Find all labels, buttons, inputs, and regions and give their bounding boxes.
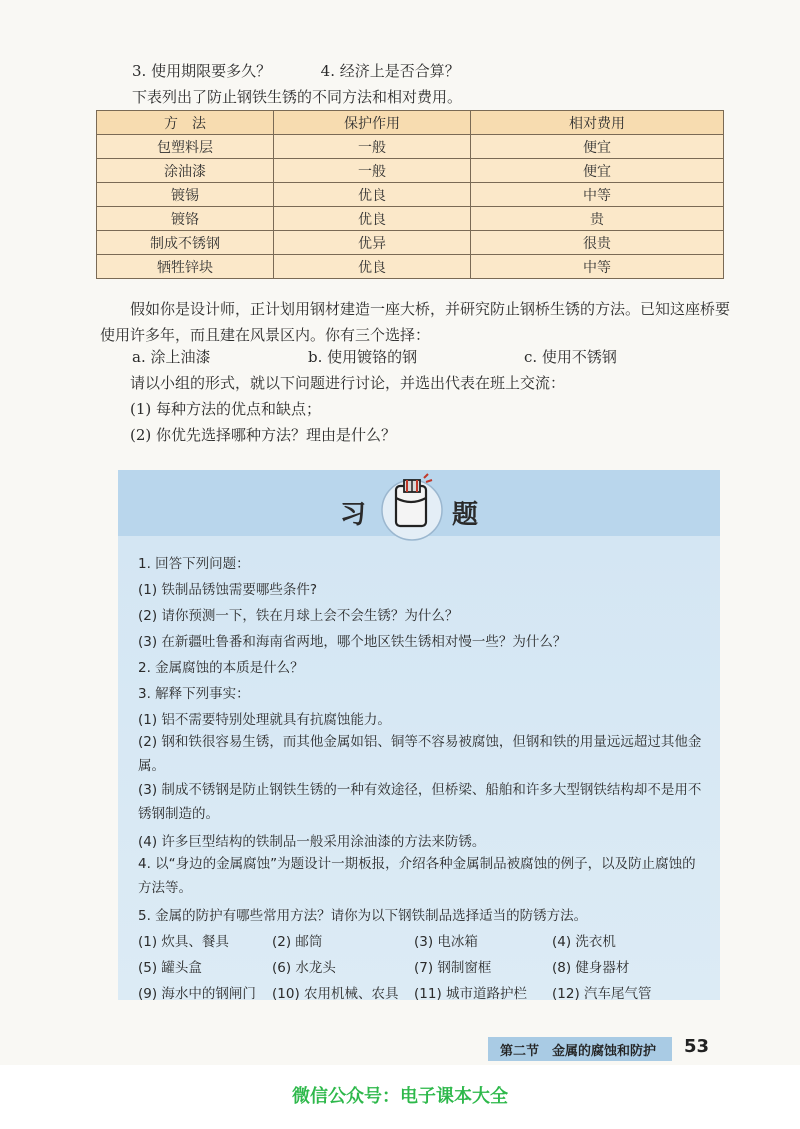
- table-row: [97, 183, 724, 207]
- header-cost: 相对费用: [471, 111, 724, 135]
- product-item: (4) 洗衣机: [552, 934, 616, 950]
- cell-protection: 优良: [274, 207, 471, 231]
- exercise-1-2: (2) 请你预测一下，铁在月球上会不会生锈？为什么？: [138, 608, 459, 624]
- product-item: (10) 农用机械、农具: [272, 986, 399, 1002]
- product-item: (7) 钢制窗框: [414, 960, 492, 976]
- product-item: (5) 罐头盒: [138, 960, 202, 976]
- choice-c: c. 使用不锈钢: [524, 348, 617, 366]
- cell-method: 牺牲锌块: [97, 255, 274, 279]
- page-number: 53: [684, 1036, 710, 1057]
- exercise-1: 1. 回答下列问题：: [138, 556, 250, 572]
- table-row: [97, 135, 724, 159]
- cell-cost: 便宜: [471, 159, 724, 183]
- exercise-3-3: (3) 制成不锈钢是防止钢铁生锈的一种有效途径，但桥梁、船舶和许多大型钢铁结构却不是用不锈钢制造的。: [138, 782, 702, 822]
- exercise-3-2: (2) 钢和铁很容易生锈，而其他金属如铝、铜等不容易被腐蚀，但钢和铁的用量远远超过其他金属。: [138, 734, 702, 774]
- product-item: (9) 海水中的钢闸门: [138, 986, 256, 1002]
- cell-protection: 一般: [274, 159, 471, 183]
- table-row: [97, 207, 724, 231]
- cell-method: 包塑料层: [97, 135, 274, 159]
- product-item: (11) 城市道路护栏: [414, 986, 528, 1002]
- section-title: 第二节 金属的腐蚀和防护: [500, 1044, 657, 1059]
- cell-protection: 优异: [274, 231, 471, 255]
- cell-protection: 一般: [274, 135, 471, 159]
- exercise-1-3: (3) 在新疆吐鲁番和海南省两地，哪个地区铁生锈相对慢一些？为什么？: [138, 634, 567, 650]
- table-intro: 下表列出了防止钢铁生锈的不同方法和相对费用。: [132, 88, 463, 106]
- cell-protection: 优良: [274, 255, 471, 279]
- exercise-3-4: (4) 许多巨型结构的铁制品一般采用涂油漆的方法来防锈。: [138, 834, 486, 850]
- wechat-watermark: 微信公众号：电子课本大全: [292, 1086, 508, 1107]
- question-line: [132, 60, 460, 81]
- exercise-2: 2. 金属腐蚀的本质是什么？: [138, 660, 304, 676]
- cell-method: 涂油漆: [97, 159, 274, 183]
- cell-cost: 便宜: [471, 135, 724, 159]
- exercise-title-left: 习: [340, 500, 367, 530]
- discussion-question-2: (2) 你优先选择哪种方法？理由是什么？: [130, 426, 397, 444]
- header-method: 方 法: [97, 111, 274, 135]
- product-item: (6) 水龙头: [272, 960, 336, 976]
- discussion-prompt: 请以小组的形式，就以下问题进行讨论，并选出代表在班上交流：: [130, 374, 566, 392]
- exercise-4: 4. 以“身边的金属腐蚀”为题设计一期板报，介绍各种金属制品被腐蚀的例子，以及防止腐蚀的方法等。: [138, 856, 696, 896]
- exercise-1-1: (1) 铁制品锈蚀需要哪些条件?: [138, 582, 318, 598]
- choice-a: a. 涂上油漆: [132, 348, 211, 366]
- cell-cost: 贵: [471, 207, 724, 231]
- cell-cost: 中等: [471, 183, 724, 207]
- cell-protection: 优良: [274, 183, 471, 207]
- table-row: [97, 255, 724, 279]
- discussion-question-1: (1) 每种方法的优点和缺点；: [130, 400, 322, 418]
- cell-method: 制成不锈钢: [97, 231, 274, 255]
- exercise-3-1: (1) 铝不需要特别处理就具有抗腐蚀能力。: [138, 712, 391, 728]
- table-row: [97, 231, 724, 255]
- rust-prevention-table: [96, 110, 724, 279]
- product-item: (3) 电冰箱: [414, 934, 478, 950]
- product-item: (2) 邮筒: [272, 934, 323, 950]
- exercise-title-right: 题: [452, 500, 479, 530]
- exercise-3: 3. 解释下列事实：: [138, 686, 250, 702]
- cell-cost: 很贵: [471, 231, 724, 255]
- product-item: (1) 炊具、餐具: [138, 934, 229, 950]
- choice-b: b. 使用镀铬的钢: [308, 348, 418, 366]
- cell-method: 镀铬: [97, 207, 274, 231]
- product-item: (8) 健身器材: [552, 960, 630, 976]
- header-protection: 保护作用: [274, 111, 471, 135]
- table-row: [97, 159, 724, 183]
- bridge-scenario: 假如你是设计师，正计划用钢材建造一座大桥，并研究防止钢桥生锈的方法。已知这座桥要使用许多年，而且建在风景区内。你有三个选择：: [100, 300, 731, 344]
- question-3: 3. 使用期限要多久？: [132, 62, 272, 80]
- cell-cost: 中等: [471, 255, 724, 279]
- notebook-icon: [380, 472, 444, 542]
- exercise-5: 5. 金属的防护有哪些常用方法？请你为以下钢铁制品选择适当的防锈方法。: [138, 908, 588, 924]
- product-item: (12) 汽车尾气管: [552, 986, 652, 1002]
- cell-method: 镀锡: [97, 183, 274, 207]
- question-4: 4. 经济上是否合算？: [320, 62, 460, 80]
- table-header-row: [97, 111, 724, 135]
